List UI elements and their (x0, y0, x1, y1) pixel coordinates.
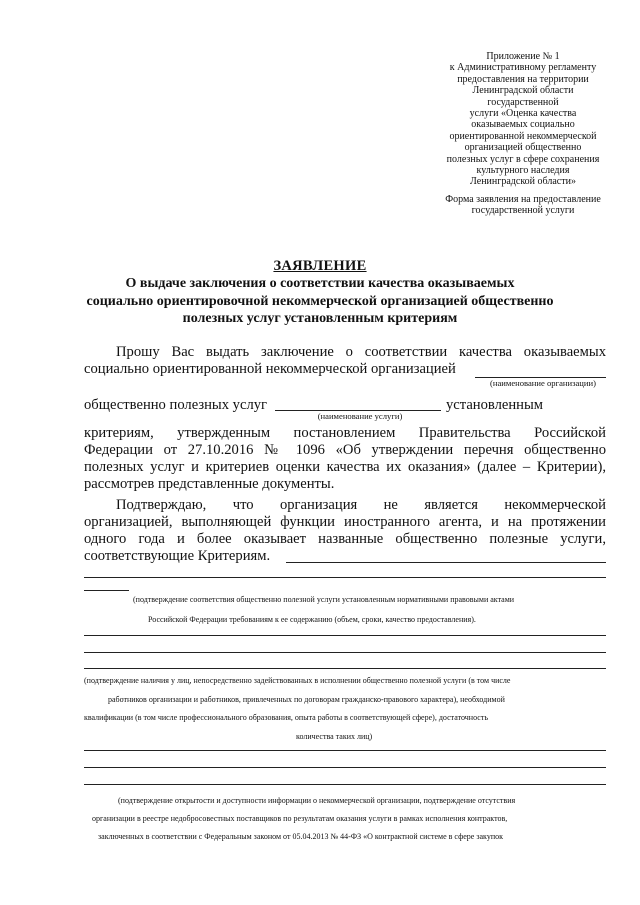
note-line: работников организации и работников, привлеченных по договорам гражданско-правового характера), необходимой (108, 694, 505, 704)
document-title-block (0, 258, 640, 328)
confirmation-line: Подтверждаю, что организация не является некоммерческой (116, 497, 606, 513)
answer-line[interactable] (84, 577, 606, 578)
answer-line-short[interactable] (84, 590, 129, 591)
appendix-line: Приложение № 1 (486, 51, 560, 62)
appendix-header (430, 51, 616, 217)
answer-line[interactable] (84, 668, 606, 669)
answer-line[interactable] (84, 635, 606, 636)
note-line: организации в реестре недобросовестных поставщиков по результатам оказания услуги в рамках исполнения контрактов, (92, 814, 508, 823)
body-line-services: общественно полезных услуг (84, 397, 268, 413)
note-line: Российской Федерации требованиям к ее содержанию (объем, сроки, качество предоставления). (148, 615, 476, 624)
service-name-hint: (наименование услуги) (317, 411, 403, 421)
criteria-line: критериям, утвержденным постановлением Правительства Российской (84, 425, 606, 441)
form-note-line: государственной услуги (471, 205, 575, 217)
appendix-line: Ленинградской области» (470, 176, 576, 188)
answer-line[interactable] (84, 750, 606, 751)
form-note-line: Форма заявления на предоставление (445, 193, 601, 205)
appendix-line: к Административному регламенту (449, 62, 597, 74)
appendix-line: ориентированной некоммерческой (449, 130, 597, 142)
appendix-line: предоставления на территории (457, 73, 589, 85)
subtitle-line: социально ориентировочной некоммерческой организацией общественно (86, 293, 554, 309)
note-line: (подтверждение наличия у лиц, непосредственно задействованных в исполнении общественно полезной услуги (в том числе (84, 676, 511, 685)
confirmation-line: организацией, выполняющей функции иностранного агента, и на протяжении (84, 514, 606, 530)
body-line-request: Прошу Вас выдать заключение о соответствии качества оказываемых (116, 344, 606, 360)
appendix-line: организацией общественно (464, 142, 582, 154)
org-name-hint: (наименование организации) (490, 378, 596, 388)
confirmation-paragraph-last: соответствующие Критериям. (84, 548, 271, 564)
appendix-lines (430, 51, 616, 188)
form-note (430, 194, 616, 217)
subtitle-line: О выдаче заключения о соответствии качества оказываемых (125, 276, 515, 291)
appendix-line: государственной (487, 96, 559, 108)
criteria-line: Федерации от 27.10.2016 № 1096 «Об утверждении перечня общественно (84, 442, 606, 458)
body-line-established: установленным (446, 397, 544, 413)
appendix-line: Ленинградской области (472, 85, 574, 97)
document-title: ЗАЯВЛЕНИЕ (273, 258, 367, 274)
subtitle-line: полезных услуг установленным критериям (182, 311, 458, 327)
note-line: заключенных в соответствии с Федеральным законом от 05.04.2013 № 44-ФЗ «О контрактной системе в сфере закупок (98, 832, 503, 841)
appendix-line: оказываемых социально (471, 119, 575, 131)
document-subtitle (0, 275, 640, 328)
confirmation-line: одного года и более оказывает названные общественно полезные услуги, (84, 531, 606, 547)
appendix-line: услуги «Оценка качества (469, 108, 577, 120)
answer-line[interactable] (84, 784, 606, 785)
note-line: (подтверждение соответствия общественно полезной услуги установленным нормативными правовыми актами (133, 595, 515, 604)
note-line: (подтверждение открытости и доступности информации о некоммерческой организации, подтверждение отсутствия (118, 796, 516, 805)
appendix-line: культурного наследия (476, 165, 570, 177)
appendix-line: полезных услуг в сфере сохранения (446, 153, 600, 165)
note-line: квалификации (в том числе профессионального образования, опыта работы в соответствующей сфере), достаточность (84, 713, 488, 722)
criteria-paragraph-last: рассмотрев представленные документы. (84, 476, 335, 492)
criteria-line: полезных услуг и критериев оценки качества их оказания» (далее – Критерии), (84, 459, 606, 475)
body-line-org: социально ориентированной некоммерческой организацией (84, 361, 456, 377)
answer-line[interactable] (84, 767, 606, 768)
confirmation-field-line[interactable] (286, 562, 606, 563)
answer-line[interactable] (84, 652, 606, 653)
note-line: количества таких лиц) (296, 731, 373, 741)
